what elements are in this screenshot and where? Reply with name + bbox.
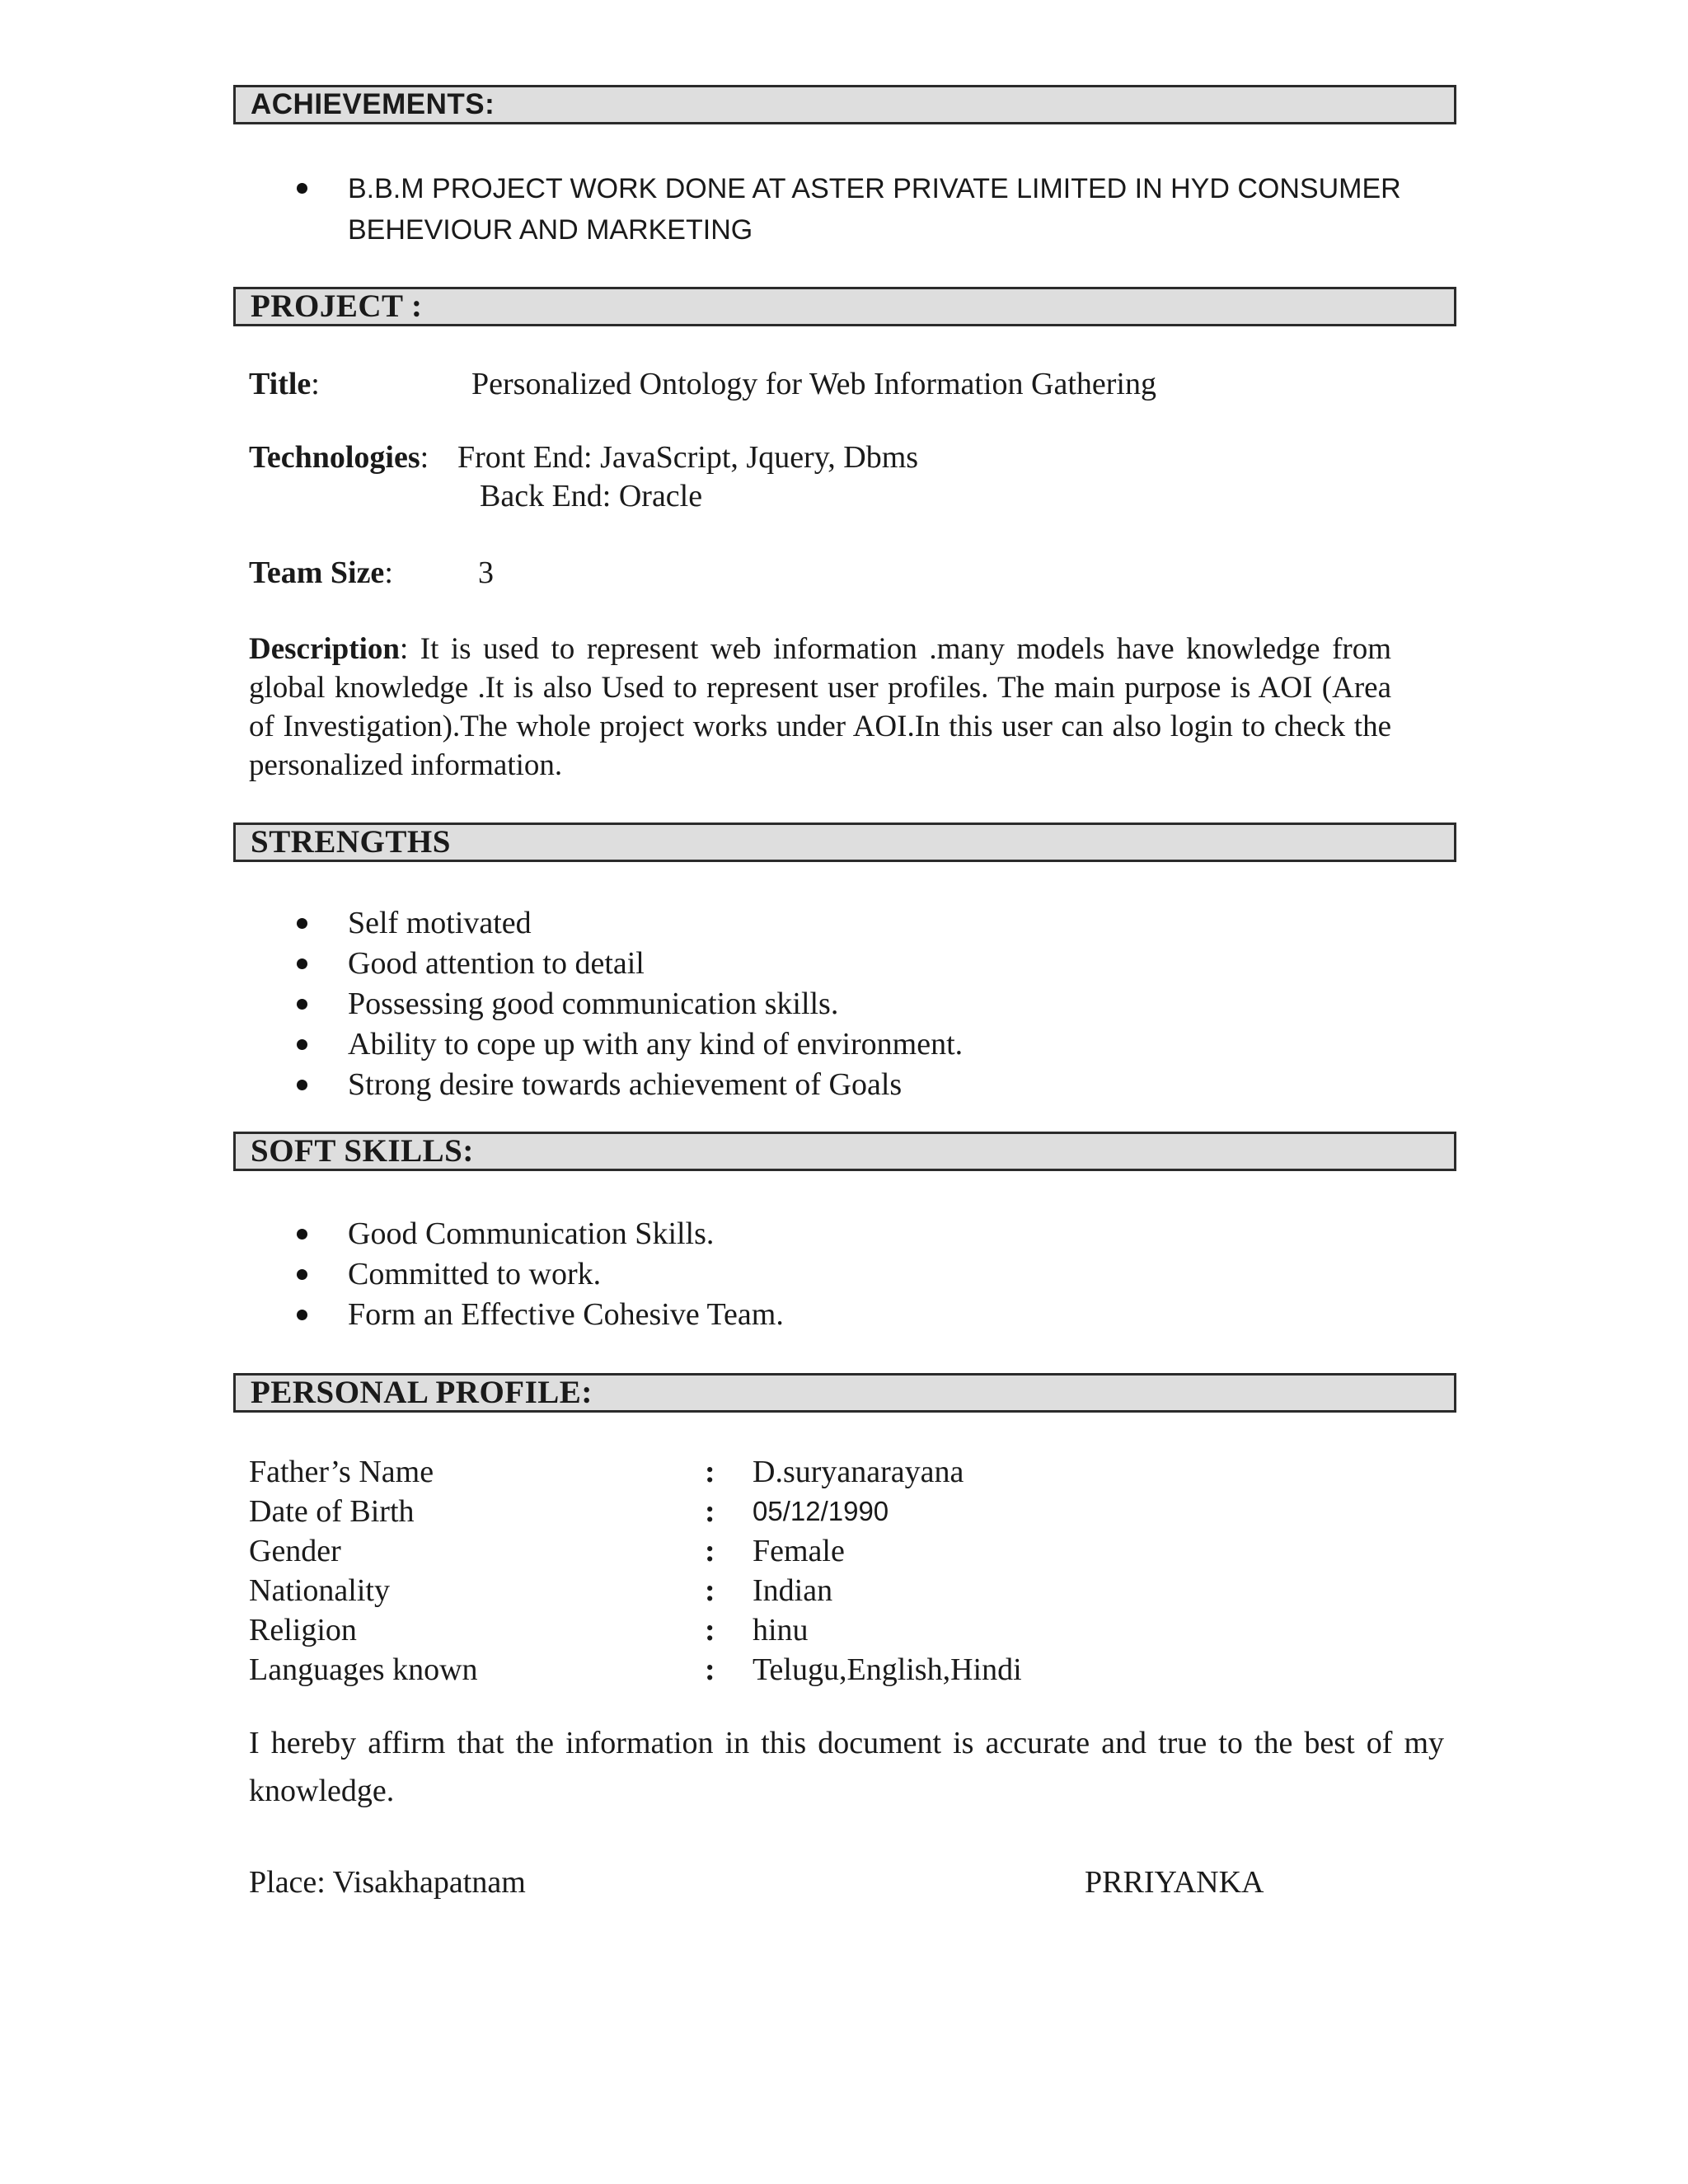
title-row xyxy=(249,366,320,402)
profile-key: Languages known xyxy=(249,1652,478,1687)
description-label: Description xyxy=(249,632,400,666)
soft-skills-header: SOFT SKILLS: xyxy=(233,1132,1456,1171)
list-item xyxy=(297,168,1419,251)
profile-key: Religion xyxy=(249,1613,357,1647)
bullet-icon xyxy=(297,1310,307,1320)
description-text: : It is used to represent web information .many models have knowledge from global knowledge .It is also Used to represent user profiles. The main purpose is AOI (Area of Investigation).The whole project works under AOI.In this user can also login to check the personalized information. xyxy=(249,632,1391,782)
team-size-colon: : xyxy=(384,555,393,590)
table-row xyxy=(249,1531,1022,1571)
table-row xyxy=(249,1571,1022,1610)
soft-skill-text: Good Communication Skills. xyxy=(348,1216,715,1251)
project-header: PROJECT : xyxy=(233,287,1456,326)
strength-text: Possessing good communication skills. xyxy=(348,987,839,1021)
profile-key: Nationality xyxy=(249,1573,390,1608)
technologies-row xyxy=(249,439,429,476)
profile-key: Gender xyxy=(249,1534,341,1568)
technologies-back-end: Back End: Oracle xyxy=(480,479,703,513)
list-item xyxy=(297,1254,784,1295)
bullet-icon xyxy=(297,1080,307,1090)
bullet-icon xyxy=(297,958,307,969)
profile-value: Female xyxy=(753,1534,845,1568)
profile-colon: : xyxy=(705,1613,715,1647)
list-item xyxy=(297,1214,784,1254)
list-item xyxy=(297,1295,784,1335)
profile-colon: : xyxy=(705,1534,715,1568)
list-item xyxy=(297,903,963,944)
profile-value: Indian xyxy=(753,1573,833,1608)
bullet-icon xyxy=(297,183,307,194)
strength-text: Strong desire towards achievement of Goals xyxy=(348,1067,903,1102)
achievements-header: ACHIEVEMENTS: xyxy=(233,85,1456,124)
signature-name: PRRIYANKA xyxy=(1085,1865,1264,1900)
team-size-label: Team Size xyxy=(249,555,385,590)
profile-value: Telugu,English,Hindi xyxy=(753,1652,1022,1687)
list-item xyxy=(297,1024,963,1065)
profile-colon: : xyxy=(705,1455,715,1489)
technologies-front-end: Front End: JavaScript, Jquery, Dbms xyxy=(457,440,919,475)
achievements-list xyxy=(297,168,1419,251)
profile-value: 05/12/1990 xyxy=(753,1496,889,1526)
list-item xyxy=(297,1065,963,1105)
table-row xyxy=(249,1492,1022,1531)
project-description xyxy=(249,630,1391,785)
profile-key: Father’s Name xyxy=(249,1455,434,1489)
team-size-value: 3 xyxy=(478,555,494,590)
profile-value: D.suryanarayana xyxy=(753,1455,964,1489)
project-title: Personalized Ontology for Web Information Gathering xyxy=(471,367,1156,401)
profile-colon: : xyxy=(705,1494,715,1529)
table-row xyxy=(249,1650,1022,1690)
profile-key: Date of Birth xyxy=(249,1494,415,1529)
strength-text: Self motivated xyxy=(348,906,532,940)
profile-colon: : xyxy=(705,1573,715,1608)
profile-value: hinu xyxy=(753,1613,809,1647)
strength-text: Good attention to detail xyxy=(348,946,645,981)
table-row xyxy=(249,1610,1022,1650)
strengths-header: STRENGTHS xyxy=(233,823,1456,862)
list-item xyxy=(297,944,963,984)
bullet-icon xyxy=(297,1039,307,1050)
title-colon: : xyxy=(311,367,320,401)
personal-profile-table xyxy=(249,1452,1022,1690)
soft-skills-list xyxy=(297,1214,784,1335)
profile-colon: : xyxy=(705,1652,715,1687)
place-text: Place: Visakhapatnam xyxy=(249,1865,526,1900)
technologies-label: Technologies xyxy=(249,440,420,475)
bullet-icon xyxy=(297,1269,307,1280)
soft-skill-text: Committed to work. xyxy=(348,1257,602,1291)
soft-skill-text: Form an Effective Cohesive Team. xyxy=(348,1297,784,1332)
bullet-icon xyxy=(297,1229,307,1240)
strength-text: Ability to cope up with any kind of environment. xyxy=(348,1027,964,1062)
title-label: Title xyxy=(249,367,312,401)
declaration-text: I hereby affirm that the information in this document is accurate and true to the best of my knowledge. xyxy=(249,1726,1444,1808)
achievement-text: B.B.M PROJECT WORK DONE AT ASTER PRIVATE LIMITED IN HYD CONSUMER BEHEVIOUR AND MARKETING xyxy=(348,173,1401,246)
technologies-colon: : xyxy=(420,440,429,475)
strengths-list xyxy=(297,903,963,1105)
bullet-icon xyxy=(297,918,307,929)
list-item xyxy=(297,984,963,1024)
team-size-row xyxy=(249,555,393,591)
personal-profile-header: PERSONAL PROFILE: xyxy=(233,1373,1456,1413)
bullet-icon xyxy=(297,999,307,1010)
table-row xyxy=(249,1452,1022,1492)
